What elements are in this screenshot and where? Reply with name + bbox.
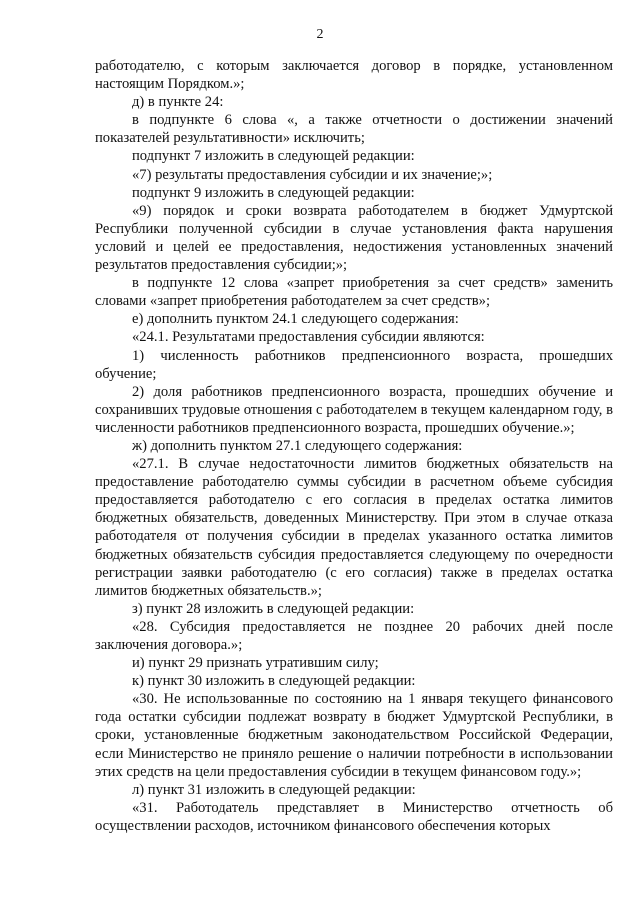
paragraph-11: 1) численность работников предпенсионного возраста, прошедших обучение;	[95, 347, 613, 382]
paragraph-12: 2) доля работников предпенсионного возраста, прошедших обучение и сохранивших трудовые отношения с работодателем в текущем календарном году, в численности работников предпенсионного возраста, прошедших обучение.»;	[95, 383, 613, 436]
paragraph-6: подпункт 9 изложить в следующей редакции:	[132, 184, 415, 201]
paragraph-15: з) пункт 28 изложить в следующей редакции:	[132, 600, 415, 617]
paragraph-19: «30. Не использованные по состоянию на 1 января текущего финансового года остатки субсидии подлежат возврату в бюджет Удмуртской Республики, в сроки, установленные бюджетным законодательством Российской Федерации, если Министерство не приняло решение о наличии потребности в использовании этих средств на цели предоставления субсидии в текущем финансовом году.»;	[95, 691, 613, 780]
document-body	[95, 57, 613, 835]
paragraph-21: «31. Работодатель представляет в Министерство отчетность об осуществлении расходов, источником финансового обеспечения которых	[95, 799, 613, 834]
paragraph-2: д) в пункте 24:	[132, 94, 224, 111]
paragraph-4: подпункт 7 изложить в следующей редакции:	[132, 148, 415, 165]
paragraph-9: е) дополнить пунктом 24.1 следующего содержания:	[132, 311, 459, 328]
paragraph-14: «27.1. В случае недостаточности лимитов бюджетных обязательств на предоставление работодателю суммы субсидии в расчетном объеме субсидия предоставляется работодателю с его согласия в пределах остатка лимитов бюджетных обязательств, доведенных Министерству. При этом в случае отказа работодателя от получения субсидии в пределах указанного остатка лимитов бюджетных обязательств субсидия предоставляется следующему по очередности регистрации заявки работодателю (с его согласия) также в пределах остатка лимитов бюджетных обязательств.»;	[95, 456, 613, 599]
paragraph-13: ж) дополнить пунктом 27.1 следующего содержания:	[132, 437, 463, 454]
paragraph-16: «28. Субсидия предоставляется не позднее 20 рабочих дней после заключения договора.»;	[95, 618, 613, 653]
paragraph-10: «24.1. Результатами предоставления субсидии являются:	[132, 329, 485, 346]
paragraph-3: в подпункте 6 слова «, а также отчетности о достижении значений показателей результативности» исключить;	[95, 112, 613, 147]
paragraph-18: к) пункт 30 изложить в следующей редакции:	[132, 673, 416, 690]
paragraph-1: работодателю, с которым заключается договор в порядке, установленном настоящим Порядком.»;	[95, 58, 613, 93]
paragraph-20: л) пункт 31 изложить в следующей редакции:	[132, 781, 416, 798]
paragraph-5: «7) результаты предоставления субсидии и их значение;»;	[132, 166, 493, 183]
paragraph-7: «9) порядок и сроки возврата работодателем в бюджет Удмуртской Республики полученной субсидии в случае установления факта нарушения условий и целей ее предоставления, недостижения установленных значений результатов предоставления субсидии;»;	[95, 202, 613, 274]
paragraph-17: и) пункт 29 признать утратившим силу;	[132, 655, 379, 672]
page-number: 2	[316, 27, 324, 42]
paragraph-8: в подпункте 12 слова «запрет приобретения за счет средств» заменить словами «запрет приобретения работодателем за счет средств»;	[95, 275, 613, 310]
